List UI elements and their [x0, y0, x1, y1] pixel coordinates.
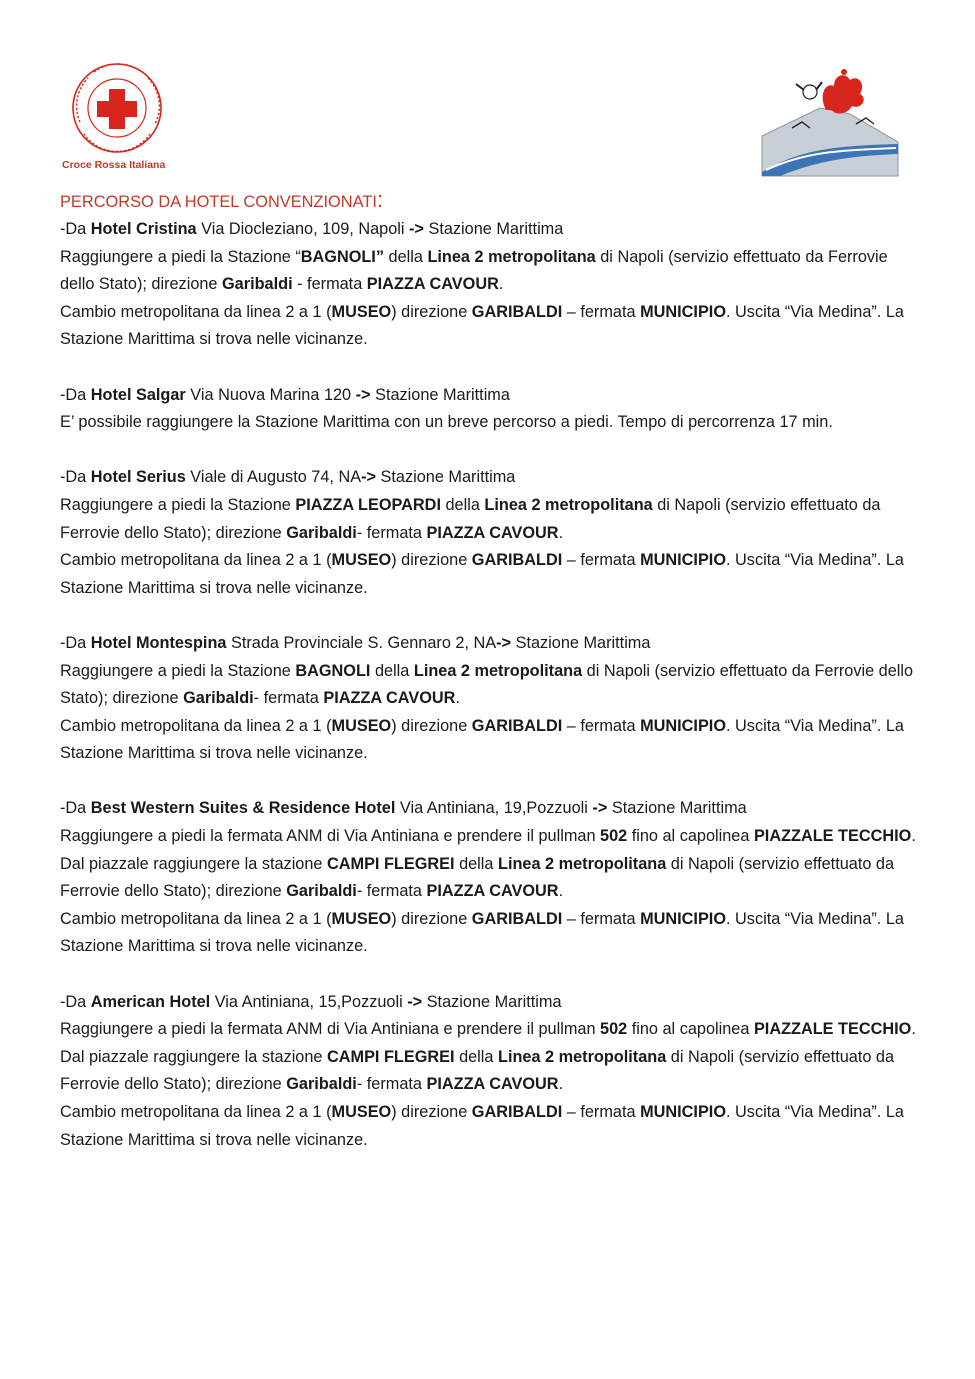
- document-body: [60, 186, 922, 1182]
- route-paragraph: Raggiungere a piedi la Stazione “BAGNOLI” della Linea 2 metropolitana di Napoli (servizio effettuato da Ferrovie dello Stato); direzione Garibaldi - fermata PIAZZA CAVOUR.: [60, 247, 888, 294]
- hotel-name: Hotel Montespina: [90, 633, 227, 652]
- hotel-name: Hotel Salgar: [90, 385, 186, 404]
- hotel-heading: -Da American Hotel Via Antiniana, 15,Pozzuoli -> Stazione Marittima: [60, 992, 562, 1011]
- hotel-section: [60, 795, 922, 961]
- hotel-name: American Hotel: [90, 992, 211, 1011]
- hotel-heading: -Da Hotel Cristina Via Diocleziano, 109, Napoli -> Stazione Marittima: [60, 220, 564, 238]
- hotel-heading: -Da Best Western Suites & Residence Hotel Via Antiniana, 19,Pozzuoli -> Stazione Marittima: [60, 799, 747, 818]
- hotel-section: [60, 630, 922, 768]
- hotel-section: [60, 989, 922, 1155]
- hotel-name: Hotel Cristina: [90, 220, 197, 238]
- route-paragraph: Raggiungere a piedi la Stazione BAGNOLI della Linea 2 metropolitana di Napoli (servizio effettuato da Ferrovie dello Stato); direzione Garibaldi- fermata PIAZZA CAVOUR.: [60, 661, 914, 708]
- destination: Stazione Marittima: [511, 633, 651, 652]
- destination: Stazione Marittima: [423, 220, 564, 238]
- route-paragraph: Cambio metropolitana da linea 2 a 1 (MUSEO) direzione GARIBALDI – fermata MUNICIPIO. Uscita “Via Medina”. La Stazione Marittima si trova nelle vicinanze.: [60, 1103, 904, 1149]
- destination: Stazione Marittima: [607, 799, 747, 818]
- hotel-heading: -Da Hotel Salgar Via Nuova Marina 120 -> Stazione Marittima: [60, 385, 510, 404]
- logo-left-caption: Croce Rossa Italiana: [62, 159, 166, 171]
- page-title: PERCORSO DA HOTEL CONVENZIONATI:: [60, 187, 384, 212]
- hotel-section: [60, 382, 922, 437]
- route-paragraph: E’ possibile raggiungere la Stazione Marittima con un breve percorso a piedi. Tempo di percorrenza 17 min.: [60, 413, 833, 432]
- volcano-gulf-icon: [760, 64, 902, 180]
- hotel-heading: -Da Hotel Montespina Strada Provinciale S. Gennaro 2, NA-> Stazione Marittima: [60, 633, 651, 652]
- hotel-name: Best Western Suites & Residence Hotel: [90, 799, 396, 818]
- arrow: ->: [592, 799, 608, 818]
- route-paragraph: Raggiungere a piedi la fermata ANM di Via Antiniana e prendere il pullman 502 fino al capolinea PIAZZALE TECCHIO. Dal piazzale raggiungere la stazione CAMPI FLEGREI della Linea 2 metropolitana di Napoli (servizio effettuato da Ferrovie dello Stato); direzione Garibaldi- fermata PIAZZA CAVOUR.: [60, 827, 916, 901]
- hotel-address: Via Diocleziano, 109, Napoli: [196, 220, 410, 238]
- arrow: ->: [407, 992, 423, 1011]
- destination: Stazione Marittima: [376, 468, 516, 487]
- croce-rossa-logo: [60, 62, 180, 174]
- destination: Stazione Marittima: [422, 992, 562, 1011]
- hotel-address: Via Antiniana, 15,Pozzuoli: [210, 992, 408, 1011]
- hotel-address: Via Antiniana, 19,Pozzuoli: [395, 799, 593, 818]
- route-paragraph: Raggiungere a piedi la fermata ANM di Via Antiniana e prendere il pullman 502 fino al capolinea PIAZZALE TECCHIO. Dal piazzale raggiungere la stazione CAMPI FLEGREI della Linea 2 metropolitana di Napoli (servizio effettuato da Ferrovie dello Stato); direzione Garibaldi- fermata PIAZZA CAVOUR.: [60, 1020, 916, 1094]
- red-cross-seal-icon: [60, 62, 180, 174]
- hotel-name: Hotel Serius: [90, 468, 186, 487]
- arrow: ->: [409, 220, 424, 238]
- hotel-address: Strada Provinciale S. Gennaro 2, NA: [226, 633, 497, 652]
- vesuvius-logo: [760, 64, 902, 180]
- route-paragraph: Cambio metropolitana da linea 2 a 1 (MUSEO) direzione GARIBALDI – fermata MUNICIPIO. Uscita “Via Medina”. La Stazione Marittima si trova nelle vicinanze.: [60, 716, 904, 763]
- destination: Stazione Marittima: [370, 385, 510, 404]
- sections-list: [60, 216, 922, 1154]
- hotel-section: [60, 464, 922, 602]
- hotel-address: Via Nuova Marina 120: [185, 385, 356, 404]
- route-paragraph: Cambio metropolitana da linea 2 a 1 (MUSEO) direzione GARIBALDI – fermata MUNICIPIO. Uscita “Via Medina”. La Stazione Marittima si trova nelle vicinanze.: [60, 302, 904, 349]
- hotel-address: Viale di Augusto 74, NA: [185, 468, 362, 487]
- hotel-section: [60, 216, 922, 354]
- route-paragraph: Cambio metropolitana da linea 2 a 1 (MUSEO) direzione GARIBALDI – fermata MUNICIPIO. Uscita “Via Medina”. La Stazione Marittima si trova nelle vicinanze.: [60, 909, 904, 956]
- route-paragraph: Raggiungere a piedi la Stazione PIAZZA LEOPARDI della Linea 2 metropolitana di Napoli (servizio effettuato da Ferrovie dello Stato); direzione Garibaldi- fermata PIAZZA CAVOUR.: [60, 495, 881, 542]
- arrow: ->: [361, 468, 377, 487]
- arrow: ->: [496, 633, 512, 652]
- hotel-heading: -Da Hotel Serius Viale di Augusto 74, NA-> Stazione Marittima: [60, 468, 516, 487]
- route-paragraph: Cambio metropolitana da linea 2 a 1 (MUSEO) direzione GARIBALDI – fermata MUNICIPIO. Uscita “Via Medina”. La Stazione Marittima si trova nelle vicinanze.: [60, 551, 904, 597]
- arrow: ->: [355, 385, 371, 404]
